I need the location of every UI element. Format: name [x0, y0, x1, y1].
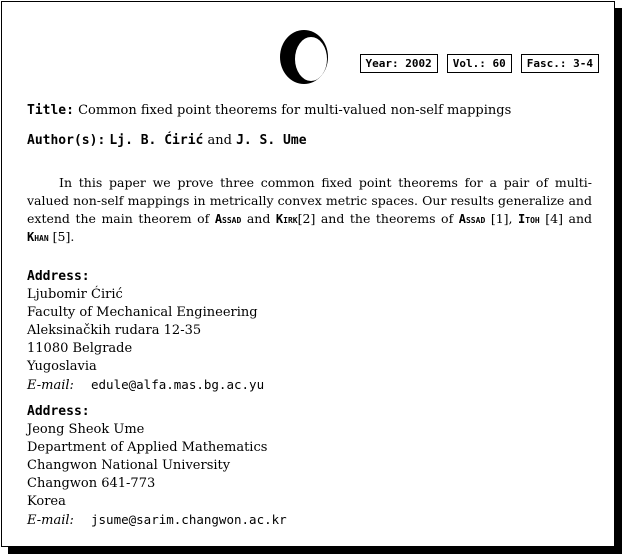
crescent-moon-icon: [278, 28, 330, 86]
ref-2: [2] and the theorems of: [297, 211, 454, 226]
fascicle-badge: Fasc.: 3-4: [521, 54, 599, 73]
address-line: 11080 Belgrade: [27, 341, 133, 356]
cited-author-assad: Assad: [214, 212, 242, 226]
abstract-text: In this paper we prove three common fixed point theorems for a pair of multi-valued non-self mappings in metrically convex metric spaces. Our results generalize and extend the main theorem of: [27, 175, 592, 226]
email-link[interactable]: jsume@sarim.changwon.ac.kr: [91, 512, 287, 527]
paper-authors: [27, 133, 307, 148]
address-line: Aleksinačkih rudara 12-35: [27, 323, 202, 338]
address-line: Changwon National University: [27, 458, 231, 473]
ref-4: [4] and: [545, 211, 593, 226]
cited-author-assad-2: Assad: [458, 212, 486, 226]
address-line: Faculty of Mechanical Engineering: [27, 305, 258, 320]
email-link[interactable]: edule@alfa.mas.bg.ac.yu: [91, 377, 265, 392]
address-block-2: [27, 403, 287, 530]
address-line: Korea: [27, 494, 66, 509]
year-badge: Year: 2002: [360, 54, 438, 73]
author-1: Lj. B. Ćirić: [109, 133, 204, 148]
author-2: J. S. Ume: [236, 133, 307, 148]
title-text: Common fixed point theorems for multi-valued non-self mappings: [78, 103, 512, 118]
volume-badge: Vol.: 60: [447, 54, 512, 73]
address-label: Address:: [27, 269, 90, 284]
email-row: [27, 376, 264, 395]
address-line: Changwon 641-773: [27, 476, 156, 491]
email-label: E-mail:: [27, 378, 74, 393]
document-page: [1, 1, 615, 547]
paper-title: [27, 103, 511, 118]
authors-label: Author(s):: [27, 133, 106, 148]
address-line: Department of Applied Mathematics: [27, 440, 268, 455]
cited-author-kirk: Kirk: [275, 212, 298, 226]
ref-1: [1],: [490, 211, 513, 226]
email-row: [27, 511, 287, 530]
abstract-and: and: [246, 211, 271, 226]
issue-badges: [360, 54, 599, 73]
address-block-1: [27, 268, 264, 395]
email-label: E-mail:: [27, 513, 74, 528]
address-line: Yugoslavia: [27, 359, 97, 374]
title-label: Title:: [27, 103, 74, 118]
ref-5: [5].: [52, 229, 75, 244]
abstract: [27, 174, 592, 246]
cited-author-khan: Khan: [27, 230, 49, 244]
cited-author-itoh: Itoh: [518, 212, 540, 226]
address-label: Address:: [27, 404, 90, 419]
address-line: Jeong Sheok Ume: [27, 422, 145, 437]
author-connector: and: [207, 133, 232, 148]
address-line: Ljubomir Ćirić: [27, 287, 123, 302]
